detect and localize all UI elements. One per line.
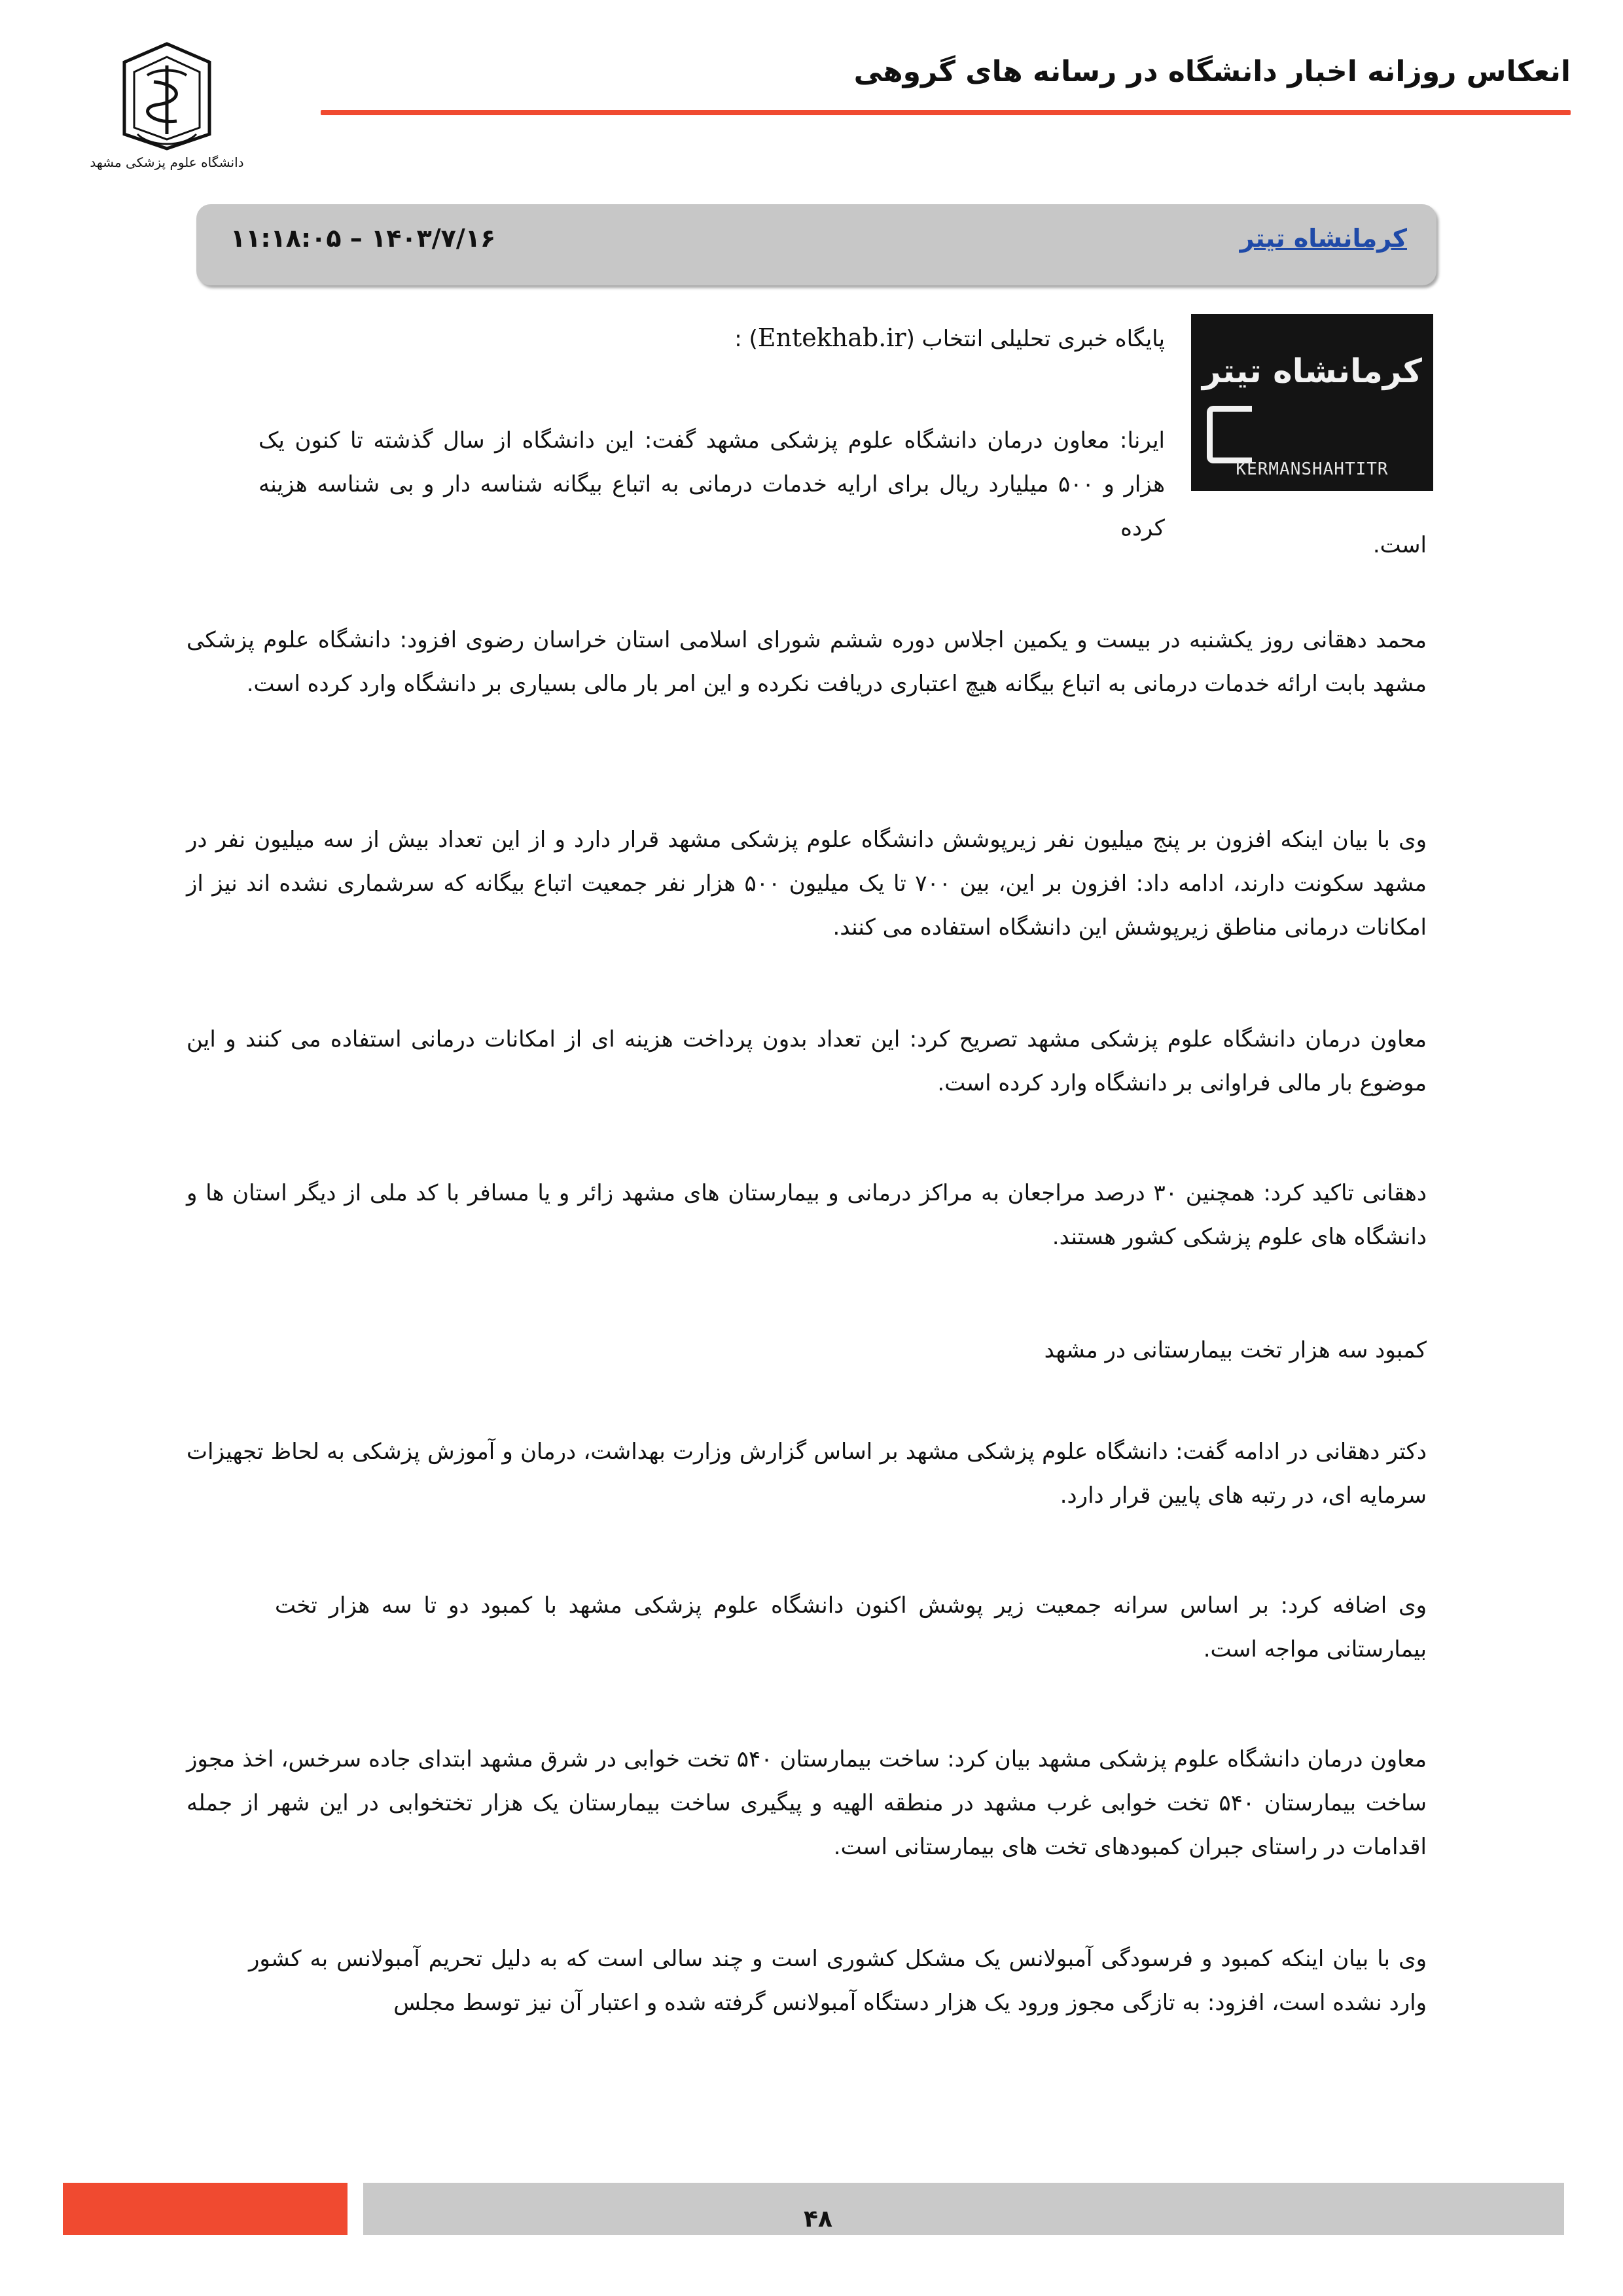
page-number: ۴۸ <box>804 2206 832 2233</box>
subheading: کمبود سه هزار تخت بیمارستانی در مشهد <box>1044 1337 1427 1363</box>
page-header-title: انعکاس روزانه اخبار دانشگاه در رسانه های گروهی <box>853 55 1571 88</box>
university-logo <box>90 36 244 173</box>
logo-emblem-icon <box>90 36 244 173</box>
paragraph: دکتر دهقانی در ادامه گفت: دانشگاه علوم پزشکی مشهد بر اساس گزارش وزارت بهداشت، درمان و آموزش پزشکی به لحاظ تجهیزات سرمایه ای، در رتبه های پایین قرار دارد. <box>187 1439 1427 1509</box>
footer-bar <box>363 2183 1564 2235</box>
outlet-name: Entekhab.ir <box>757 323 906 352</box>
logo-caption: دانشگاه علوم پزشکی مشهد <box>90 154 244 170</box>
paragraph: وی اضافه کرد: بر اساس سرانه جمعیت زیر پوشش اکنون دانشگاه علوم پزشکی مشهد با کمبود دو تا سه هزار تخت بیمارستانی مواجه است. <box>275 1592 1427 1662</box>
source-thumbnail <box>1191 314 1433 491</box>
paragraph-lead-tail: است. <box>1372 532 1427 558</box>
header-divider <box>321 110 1571 115</box>
outlet-suffix: ) : <box>734 326 758 352</box>
outlet-line <box>380 318 1165 359</box>
source-bar <box>196 204 1436 285</box>
footer-accent-bar <box>63 2183 348 2235</box>
paragraph: وی با بیان اینکه کمبود و فرسودگی آمبولانس یک مشکل کشوری است و چند سالی است که به دلیل تحریم آمبولانس به کشور وارد نشده است، افزود: به تازگی مجوز ورود یک هزار دستگاه آمبولانس گرفته شده و اعتبار آن نیز توسط مجلس <box>249 1946 1427 2016</box>
paragraph: دهقانی تاکید کرد: همچنین ۳۰ درصد مراجعان به مراکز درمانی و بیمارستان های مشهد زائر و یا مسافر با کد ملی از دیگر استان ها و دانشگاه های علوم پزشکی کشور هستند. <box>187 1180 1427 1250</box>
thumbnail-mark-icon <box>1207 406 1252 463</box>
thumbnail-text: کرمانشاه تیتر <box>1202 352 1422 390</box>
source-datetime: ۱۴۰۳/۷/۱۶ – ۱۱:۱۸:۰۵ <box>230 224 496 253</box>
thumbnail-subtext: KERMANSHAHTITR <box>1236 459 1389 479</box>
paragraph-lead: ایرنا: معاون درمان دانشگاه علوم پزشکی مشهد گفت: این دانشگاه از سال گذشته تا کنون یک هزار و ۵۰۰ میلیارد ریال برای ارایه خدمات درمانی به اتباع بیگانه شناسه دار و بی شناسه هزینه کرده <box>259 427 1165 541</box>
paragraph: معاون درمان دانشگاه علوم پزشکی مشهد بیان کرد: ساخت بیمارستان ۵۴۰ تخت خوابی در شرق مشهد ابتدای جاده سرخس، اخذ مجوز ساخت بیمارستان ۵۴۰ تخت خوابی غرب مشهد در منطقه الهیه و پیگیری ساخت بیمارستان یک هزار تختخوابی در این شهر از جمله اقدامات در راستای جبران کمبودهای تخت های بیمارستانی است. <box>187 1746 1427 1860</box>
outlet-prefix: پایگاه خبری تحلیلی انتخاب ( <box>906 326 1165 352</box>
paragraph: معاون درمان دانشگاه علوم پزشکی مشهد تصریح کرد: این تعداد بدون پرداخت هزینه ای از امکانات درمانی استفاده می کنند و این موضوع بار مالی فراوانی بر دانشگاه وارد کرده است. <box>187 1026 1427 1096</box>
paragraph: محمد دهقانی روز یکشنبه در بیست و یکمین اجلاس دوره ششم شورای اسلامی استان خراسان رضوی افزود: دانشگاه علوم پزشکی مشهد بابت ارائه خدمات درمانی به اتباع بیگانه هیچ اعتباری دریافت نکرده و این امر بار مالی بسیاری بر دانشگاه وارد کرده است. <box>187 627 1427 697</box>
paragraph: وی با بیان اینکه افزون بر پنج میلیون نفر زیرپوشش دانشگاه علوم پزشکی مشهد قرار دارد و از این تعداد بیش از سه میلیون نفر در مشهد سکونت دارند، ادامه داد: افزون بر این، بین ۷۰۰ تا یک میلیون ۵۰۰ هزار نفر جمعیت اتباع بیگانه که سرشماری نشده اند نیز از امکانات درمانی مناطق زیرپوشش این دانشگاه استفاده می کنند. <box>187 827 1427 941</box>
source-name-link[interactable]: کرمانشاه تیتر <box>1240 224 1407 253</box>
